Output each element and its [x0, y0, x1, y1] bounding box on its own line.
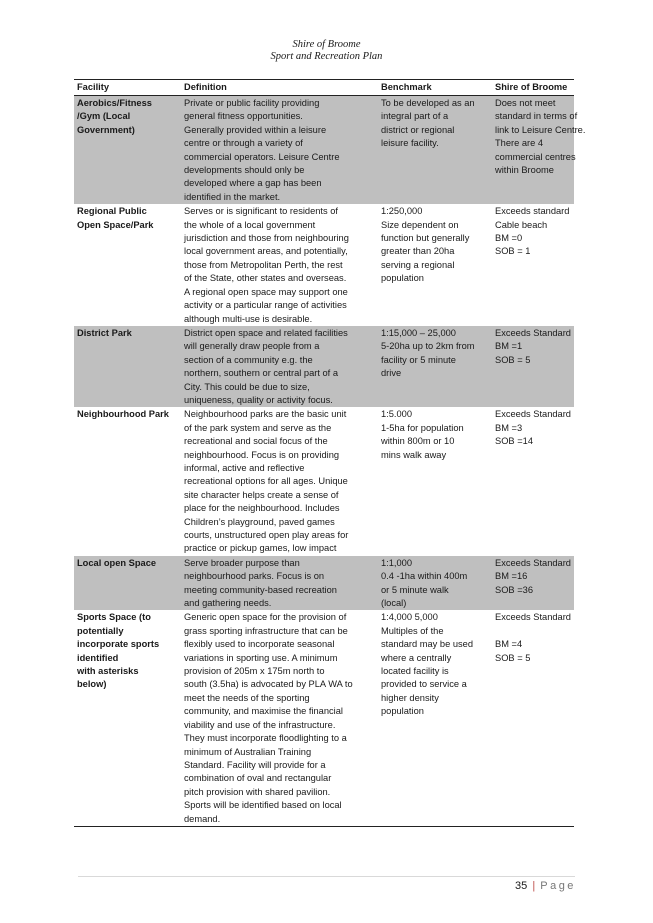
cell-line: 5-20ha up to 2km from: [381, 341, 475, 352]
cell-line: Exceeds Standard: [495, 327, 571, 338]
benchmark-cell: [375, 96, 492, 205]
cell-line: BM =16: [495, 571, 528, 582]
cell-line: commercial centres: [495, 151, 576, 162]
definition-cell: [181, 407, 375, 555]
benchmark-cell: [375, 204, 492, 326]
cell-line: To be developed as an: [381, 98, 475, 108]
cell-line: of the park system and serve as the: [184, 422, 332, 433]
shire-status-cell: [492, 204, 574, 326]
document-header: [0, 39, 653, 63]
cell-line: identified: [77, 652, 119, 663]
cell-line: BM =4: [495, 639, 523, 650]
cell-line: District Park: [77, 327, 132, 338]
cell-line: leisure facility.: [381, 138, 439, 149]
facility-cell: [74, 326, 181, 407]
cell-line: BM =0: [495, 233, 523, 244]
cell-line: serving a regional: [381, 259, 455, 270]
cell-line: SOB = 1: [495, 246, 531, 257]
facility-benchmark-table: [74, 79, 586, 827]
cell-line: northern, southern or central part of a: [184, 368, 339, 379]
cell-line: below): [77, 679, 107, 690]
cell-line: SOB =36: [495, 584, 533, 595]
cell-line: section of a community e.g. the: [184, 354, 313, 365]
cell-line: Neighbourhood Park: [77, 409, 169, 420]
cell-line: 1:1,000: [381, 557, 413, 568]
cell-line: community, and maximise the financial: [184, 706, 343, 717]
facility-cell: [74, 610, 181, 826]
page-footer: [515, 880, 576, 892]
cell-line: Sports will be identified based on local: [184, 800, 342, 811]
cell-line: although multi-use is desirable.: [184, 313, 313, 324]
cell-line: minimum of Australian Training: [184, 746, 312, 757]
cell-line: will generally draw people from a: [184, 341, 320, 352]
cell-line: developments should only be: [184, 165, 305, 176]
cell-line: Serve broader purpose than: [184, 557, 300, 568]
shire-status-cell: [492, 326, 574, 407]
cell-line: uniqueness, quality or activity focus.: [184, 394, 333, 405]
page-label: Page: [540, 880, 576, 892]
cell-line: standard may be used: [381, 639, 473, 650]
cell-line: within 800m or 10: [381, 436, 455, 447]
cell-line: 1:15,000 – 25,000: [381, 327, 456, 338]
cell-line: Exceeds Standard: [495, 612, 571, 623]
cell-line: function but generally: [381, 233, 470, 244]
cell-line: district or regional: [381, 124, 455, 135]
cell-line: identified in the market.: [184, 191, 281, 202]
cell-line: facility or 5 minute: [381, 354, 456, 365]
cell-line: where a centrally: [381, 652, 452, 663]
cell-line: potentially: [77, 625, 124, 636]
facility-cell: [74, 96, 181, 205]
cell-line: Regional Public: [77, 206, 147, 217]
cell-line: located facility is: [381, 666, 449, 677]
column-header-facility: Facility: [74, 80, 181, 96]
cell-line: or 5 minute walk: [381, 584, 449, 595]
cell-line: population: [381, 706, 424, 717]
cell-line: centre or through a variety of: [184, 138, 303, 149]
cell-line: recreational and social focus of the: [184, 436, 328, 447]
column-header-benchmark: Benchmark: [375, 80, 492, 96]
definition-cell: [181, 326, 375, 407]
page-number: 35: [515, 880, 528, 892]
benchmark-cell: [375, 326, 492, 407]
facility-cell: [74, 407, 181, 555]
cell-line: Exceeds Standard: [495, 557, 571, 568]
cell-line: within Broome: [495, 165, 554, 176]
cell-line: practice or pickup games, low impact: [184, 543, 337, 554]
cell-line: Exceeds standard: [495, 206, 570, 217]
cell-line: standard in terms of: [495, 111, 578, 122]
benchmark-cell: [375, 407, 492, 555]
benchmark-cell: [375, 610, 492, 826]
cell-line: flexibly used to incorporate seasonal: [184, 639, 335, 650]
cell-line: mins walk away: [381, 449, 447, 460]
table-row: [74, 556, 574, 611]
cell-line: District open space and related facilities: [184, 327, 348, 338]
cell-line: neighbourhood parks. Focus is on: [184, 571, 325, 582]
page-separator: |: [532, 880, 536, 892]
cell-line: south (3.5ha) is advocated by PLA WA to: [184, 679, 353, 690]
cell-line: informal, active and reflective: [184, 462, 305, 473]
cell-line: 1:250,000: [381, 206, 423, 217]
cell-line: Local open Space: [77, 557, 157, 568]
cell-line: Standard. Facility will provide for a: [184, 759, 326, 770]
cell-line: SOB =14: [495, 436, 533, 447]
cell-line: 1:4,000 5,000: [381, 612, 438, 623]
cell-line: Government): [77, 124, 135, 135]
cell-line: and gathering needs.: [184, 598, 272, 609]
cell-line: viability and use of the infrastructure.: [184, 719, 336, 730]
cell-line: commercial operators. Leisure Centre: [184, 151, 340, 162]
cell-line: of the State, other states and overseas.: [184, 273, 347, 284]
cell-line: population: [381, 273, 424, 284]
cell-line: general fitness opportunities.: [184, 111, 303, 122]
cell-line: Serves or is significant to residents of: [184, 206, 338, 217]
cell-line: demand.: [184, 813, 221, 824]
table-header-row: [74, 80, 574, 96]
cell-line: drive: [381, 368, 402, 379]
cell-line: incorporate sports: [77, 639, 160, 650]
cell-line: Open Space/Park: [77, 219, 154, 230]
cell-line: place for the neighbourhood. Includes: [184, 503, 340, 514]
cell-line: BM =1: [495, 341, 523, 352]
cell-line: pitch provision with shared pavilion.: [184, 786, 331, 797]
shire-status-cell: [492, 407, 574, 555]
cell-line: Aerobics/Fitness: [77, 98, 152, 108]
cell-line: Does not meet: [495, 98, 556, 108]
cell-line: (local): [381, 598, 407, 609]
cell-line: activity or a particular range of activities: [184, 300, 347, 311]
table-row: [74, 407, 574, 555]
cell-line: Generally provided within a leisure: [184, 124, 327, 135]
cell-line: /Gym (Local: [77, 111, 131, 122]
cell-line: Cable beach: [495, 219, 548, 230]
cell-line: neighbourhood. Focus is on providing: [184, 449, 340, 460]
facility-cell: [74, 556, 181, 611]
header-title: Shire of Broome: [292, 39, 361, 50]
cell-line: meet the needs of the sporting: [184, 692, 310, 703]
cell-line: the whole of a local government: [184, 219, 316, 230]
cell-line: jurisdiction and those from neighbouring: [184, 233, 349, 244]
cell-line: local government areas, and potentially,: [184, 246, 348, 257]
cell-line: City. This could be due to size,: [184, 381, 310, 392]
cell-line: There are 4: [495, 138, 544, 149]
cell-line: site character helps create a sense of: [184, 489, 339, 500]
table-row: [74, 204, 574, 326]
shire-status-cell: [492, 96, 586, 205]
table-body: [74, 96, 586, 827]
cell-line: Neighbourhood parks are the basic unit: [184, 409, 347, 420]
cell-line: provided to service a: [381, 679, 467, 690]
table-row: [74, 96, 574, 205]
column-header-definition: Definition: [181, 80, 375, 96]
shire-status-cell: [492, 556, 574, 611]
definition-cell: [181, 556, 375, 611]
cell-line: 0.4 -1ha within 400m: [381, 571, 468, 582]
cell-line: Sports Space (to: [77, 612, 151, 623]
header-subtitle: Sport and Recreation Plan: [270, 51, 383, 62]
definition-cell: [181, 204, 375, 326]
cell-line: SOB = 5: [495, 652, 531, 663]
cell-line: link to Leisure Centre.: [495, 124, 586, 135]
facility-cell: [74, 204, 181, 326]
cell-line: developed where a gap has been: [184, 178, 322, 189]
cell-line: greater than 20ha: [381, 246, 455, 257]
table-row: [74, 326, 574, 407]
cell-line: Private or public facility providing: [184, 98, 320, 108]
cell-line: SOB = 5: [495, 354, 531, 365]
cell-line: provision of 205m x 175m north to: [184, 666, 325, 677]
column-header-shire: Shire of Broome: [492, 80, 574, 96]
cell-line: integral part of a: [381, 111, 449, 122]
benchmark-cell: [375, 556, 492, 611]
footer-divider: [78, 876, 575, 877]
cell-line: Generic open space for the provision of: [184, 612, 347, 623]
cell-line: A regional open space may support one: [184, 286, 348, 297]
cell-line: grass sporting infrastructure that can be: [184, 625, 348, 636]
cell-line: variations in sporting use. A minimum: [184, 652, 338, 663]
cell-line: They must incorporate floodlighting to a: [184, 733, 347, 744]
cell-line: 1-5ha for population: [381, 422, 464, 433]
shire-status-cell: [492, 610, 574, 826]
cell-line: Multiples of the: [381, 625, 444, 636]
cell-line: Children’s playground, paved games: [184, 516, 335, 527]
cell-line: recreational options for all ages. Unique: [184, 476, 348, 487]
cell-line: meeting community-based recreation: [184, 584, 337, 595]
cell-line: those from Metropolitan Perth, the rest: [184, 259, 343, 270]
cell-line: combination of oval and rectangular: [184, 773, 332, 784]
cell-line: higher density: [381, 692, 439, 703]
cell-line: [495, 625, 571, 638]
cell-line: courts, unstructured open play areas for: [184, 530, 349, 540]
definition-cell: [181, 96, 375, 205]
cell-line: Exceeds Standard: [495, 409, 571, 420]
cell-line: 1:5.000: [381, 409, 413, 420]
cell-line: with asterisks: [77, 666, 139, 677]
table-row: [74, 610, 574, 826]
definition-cell: [181, 610, 375, 826]
cell-line: Size dependent on: [381, 219, 459, 230]
cell-line: BM =3: [495, 422, 523, 433]
